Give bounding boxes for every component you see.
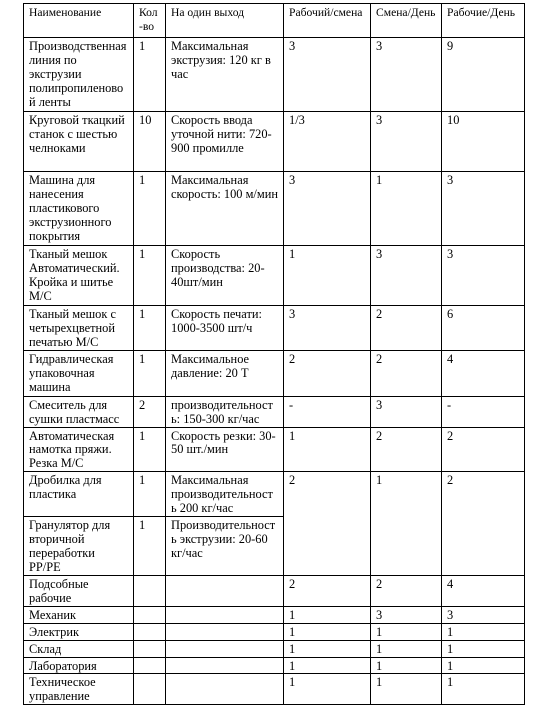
cell-shifts-per-day: 3 (371, 606, 442, 623)
cell-name: Дробилка для пластика (24, 472, 134, 517)
cell-name: Электрик (24, 623, 134, 640)
cell-workers-per-shift: 1 (284, 674, 371, 705)
cell-qty (134, 575, 166, 606)
cell-output: производительность: 150-300 кг/час (166, 396, 284, 427)
cell-output: Максимальная скорость: 100 м/мин (166, 172, 284, 246)
table-row (24, 38, 525, 112)
table-row (24, 575, 525, 606)
cell-workers-per-day: 10 (442, 112, 525, 172)
header-qty: Кол-во (134, 4, 166, 38)
cell-shifts-per-day: 1 (371, 657, 442, 674)
cell-name: Лаборатория (24, 657, 134, 674)
cell-shifts-per-day: 3 (371, 396, 442, 427)
cell-qty (134, 606, 166, 623)
cell-name: Гидравлическая упаковочная машина (24, 350, 134, 396)
cell-output (166, 575, 284, 606)
cell-workers-per-day: - (442, 396, 525, 427)
cell-name: Техническое управление (24, 674, 134, 705)
cell-name: Подсобные рабочие (24, 575, 134, 606)
cell-qty: 1 (134, 306, 166, 351)
table-row (24, 640, 525, 657)
cell-name: Тканый мешок Автоматический. Кройка и шитье М/С (24, 246, 134, 306)
cell-qty: 1 (134, 516, 166, 575)
cell-shifts-per-day: 3 (371, 38, 442, 112)
staffing-table (23, 3, 525, 705)
cell-name: Гранулятор для вторичной переработки PP/PE (24, 516, 134, 575)
cell-workers-per-day: 1 (442, 657, 525, 674)
cell-name: Механик (24, 606, 134, 623)
cell-workers-per-shift: 2 (284, 575, 371, 606)
cell-output (166, 674, 284, 705)
cell-workers-per-shift: 1 (284, 657, 371, 674)
cell-workers-per-shift: 3 (284, 172, 371, 246)
cell-workers-per-day: 3 (442, 246, 525, 306)
cell-qty: 1 (134, 38, 166, 112)
cell-output (166, 640, 284, 657)
table-row (24, 674, 525, 705)
cell-workers-per-day: 3 (442, 606, 525, 623)
table-row (24, 657, 525, 674)
cell-output (166, 657, 284, 674)
cell-shifts-per-day: 1 (371, 623, 442, 640)
cell-output: Максимальная экструзия: 120 кг в час (166, 38, 284, 112)
cell-workers-per-day: 1 (442, 623, 525, 640)
cell-shifts-per-day: 2 (371, 350, 442, 396)
cell-qty: 1 (134, 427, 166, 472)
cell-output: Максимальное давление: 20 Т (166, 350, 284, 396)
cell-shifts-per-day: 2 (371, 306, 442, 351)
cell-output: Производительность экструзии: 20-60 кг/час (166, 516, 284, 575)
cell-name: Тканый мешок с четырехцветной печатью М/С (24, 306, 134, 351)
cell-name: Автоматическая намотка пряжи. Резка М/С (24, 427, 134, 472)
cell-output: Скорость печати: 1000-3500 шт/ч (166, 306, 284, 351)
header-output: На один выход (166, 4, 284, 38)
cell-workers-per-day: 6 (442, 306, 525, 351)
cell-workers-per-day: 2 (442, 472, 525, 576)
cell-qty (134, 657, 166, 674)
table-row (24, 623, 525, 640)
cell-qty: 1 (134, 172, 166, 246)
header-workers-per-shift: Рабочий/смена (284, 4, 371, 38)
cell-workers-per-day: 2 (442, 427, 525, 472)
cell-name: Машина для нанесения пластикового экструзионного покрытия (24, 172, 134, 246)
cell-qty: 2 (134, 396, 166, 427)
cell-output: Максимальная производительность 200 кг/час (166, 472, 284, 517)
cell-qty: 1 (134, 350, 166, 396)
cell-name: Смеситель для сушки пластмасс (24, 396, 134, 427)
table-row (24, 112, 525, 172)
cell-workers-per-day: 1 (442, 674, 525, 705)
cell-workers-per-shift: 2 (284, 472, 371, 576)
cell-shifts-per-day: 1 (371, 472, 442, 576)
cell-output (166, 606, 284, 623)
cell-qty (134, 640, 166, 657)
cell-output: Скорость производства: 20-40шт/мин (166, 246, 284, 306)
cell-workers-per-shift: 1/3 (284, 112, 371, 172)
header-workers-per-day: Рабочие/День (442, 4, 525, 38)
cell-shifts-per-day: 2 (371, 427, 442, 472)
table-row (24, 606, 525, 623)
table-row (24, 427, 525, 472)
table-row (24, 350, 525, 396)
cell-workers-per-day: 9 (442, 38, 525, 112)
cell-qty (134, 623, 166, 640)
cell-output (166, 623, 284, 640)
cell-workers-per-day: 1 (442, 640, 525, 657)
table-row (24, 306, 525, 351)
cell-workers-per-shift: 3 (284, 38, 371, 112)
cell-workers-per-shift: 3 (284, 306, 371, 351)
table-row (24, 396, 525, 427)
cell-workers-per-shift: 1 (284, 640, 371, 657)
cell-output: Скорость резки: 30-50 шт./мин (166, 427, 284, 472)
table-row (24, 172, 525, 246)
cell-name: Склад (24, 640, 134, 657)
cell-workers-per-day: 4 (442, 350, 525, 396)
table-row (24, 472, 525, 517)
header-name: Наименование (24, 4, 134, 38)
cell-qty: 1 (134, 246, 166, 306)
table-header-row (24, 4, 525, 38)
header-shifts-per-day: Смена/День (371, 4, 442, 38)
cell-output: Скорость ввода уточной нити: 720-900 промилле (166, 112, 284, 172)
cell-shifts-per-day: 1 (371, 172, 442, 246)
cell-shifts-per-day: 1 (371, 640, 442, 657)
cell-name: Производственная линия по экструзии полипропиленовой ленты (24, 38, 134, 112)
cell-workers-per-shift: 2 (284, 350, 371, 396)
cell-qty: 10 (134, 112, 166, 172)
cell-workers-per-day: 4 (442, 575, 525, 606)
cell-workers-per-shift: 1 (284, 246, 371, 306)
cell-shifts-per-day: 1 (371, 674, 442, 705)
cell-shifts-per-day: 3 (371, 112, 442, 172)
cell-workers-per-shift: 1 (284, 606, 371, 623)
cell-qty (134, 674, 166, 705)
cell-workers-per-shift: 1 (284, 427, 371, 472)
cell-workers-per-shift: - (284, 396, 371, 427)
cell-shifts-per-day: 2 (371, 575, 442, 606)
cell-workers-per-day: 3 (442, 172, 525, 246)
cell-qty: 1 (134, 472, 166, 517)
cell-workers-per-shift: 1 (284, 623, 371, 640)
cell-shifts-per-day: 3 (371, 246, 442, 306)
table-row (24, 246, 525, 306)
cell-name: Круговой ткацкий станок с шестью челноками (24, 112, 134, 172)
